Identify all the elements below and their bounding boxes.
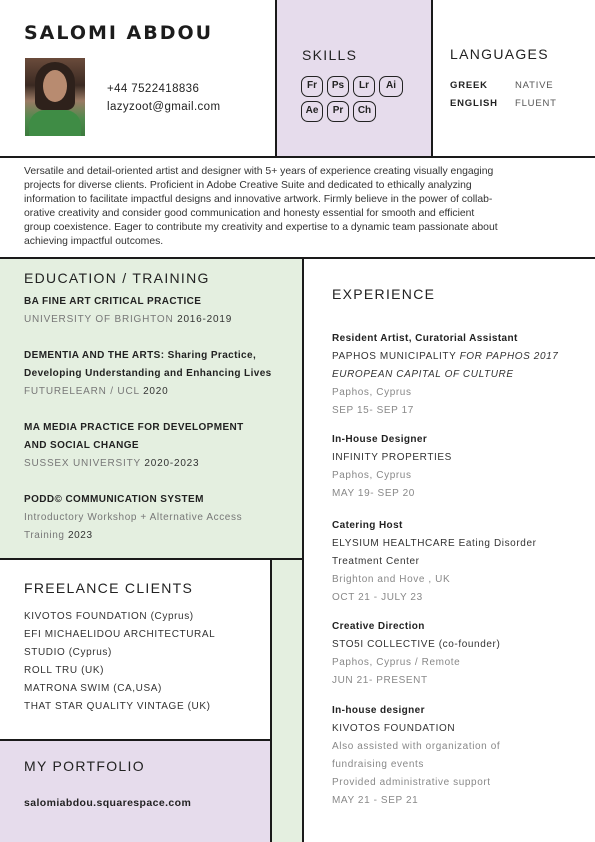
education-degree: PODD© COMMUNICATION SYSTEM: [24, 494, 204, 505]
client-item: MATRONA SWIM (CA,USA): [24, 683, 162, 694]
education-institution: [24, 314, 232, 325]
summary-line: Versatile and detail-oriented artist and designer with 5+ years of experience creating visually engaging: [24, 166, 494, 177]
job-role: Creative Direction: [332, 621, 425, 632]
summary-line: projects for diverse clients. Proficient in Adobe Creative Suite and dedicated to ethically analyzing: [24, 180, 472, 191]
experience-title: EXPERIENCE: [332, 286, 436, 302]
client-item: ROLL TRU (UK): [24, 665, 105, 676]
divider: [302, 257, 304, 842]
institution-name: SUSSEX UNIVERSITY: [24, 458, 141, 469]
skill-chip: Fr: [301, 76, 323, 97]
language-level: FLUENT: [515, 98, 557, 109]
institution-name: FUTURELEARN / UCL: [24, 386, 140, 397]
freelance-title: FREELANCE CLIENTS: [24, 580, 194, 596]
portfolio-link[interactable]: salomiabdou.squarespace.com: [24, 797, 192, 809]
job-organization: STO5I COLLECTIVE (co-founder): [332, 639, 501, 650]
summary-line: orative creativity and consider good communication and honesty essential for smooth and efficient: [24, 208, 475, 219]
education-institution: [24, 530, 93, 541]
skill-chip: Pr: [327, 101, 349, 122]
institution-name: Training: [24, 530, 65, 541]
profile-photo: [25, 58, 85, 136]
job-organization: [332, 351, 558, 362]
job-location: Brighton and Hove , UK: [332, 574, 451, 585]
job-dates: SEP 15- SEP 17: [332, 405, 414, 416]
job-role: In-House Designer: [332, 434, 428, 445]
portfolio-panel-background: [0, 740, 271, 842]
education-institution: [24, 386, 169, 397]
divider: [431, 0, 433, 157]
client-item: STUDIO (Cyprus): [24, 647, 112, 658]
job-location: Paphos, Cyprus / Remote: [332, 657, 461, 668]
client-item: KIVOTOS FOUNDATION (Cyprus): [24, 611, 194, 622]
job-dates: JUN 21- PRESENT: [332, 675, 428, 686]
education-years: 2023: [67, 530, 93, 541]
portfolio-title: MY PORTFOLIO: [24, 758, 145, 774]
language-name: ENGLISH: [450, 98, 498, 109]
education-years: 2016-2019: [177, 314, 233, 325]
job-dates: MAY 21 - SEP 21: [332, 795, 419, 806]
job-note: Also assisted with organization of: [332, 741, 501, 752]
skill-chip: Ch: [353, 101, 376, 122]
skill-chip: Ae: [301, 101, 323, 122]
education-degree: DEMENTIA AND THE ARTS: Sharing Practice,: [24, 350, 257, 361]
job-organization: ELYSIUM HEALTHCARE Eating Disorder: [332, 538, 537, 549]
summary-line: achieving impactful outcomes.: [24, 236, 164, 247]
divider: [0, 558, 302, 560]
skill-chip: Ai: [379, 76, 403, 97]
divider: [0, 156, 595, 158]
job-dates: MAY 19- SEP 20: [332, 488, 415, 499]
job-organization: Treatment Center: [332, 556, 420, 567]
candidate-name: SALOMI ABDOU: [24, 22, 214, 44]
job-organization: KIVOTOS FOUNDATION: [332, 723, 456, 734]
education-institution: Introductory Workshop + Alternative Access: [24, 512, 243, 523]
organization-detail: FOR PAPHOS 2017: [459, 351, 559, 362]
divider: [275, 0, 277, 157]
organization-detail: EUROPEAN CAPITAL OF CULTURE: [332, 369, 514, 380]
divider: [270, 558, 272, 842]
institution-name: UNIVERSITY OF BRIGHTON: [24, 314, 174, 325]
job-role: Resident Artist, Curatorial Assistant: [332, 333, 518, 344]
job-dates: OCT 21 - JULY 23: [332, 592, 423, 603]
summary-line: group coexistence. Eager to contribute my creativity and expertise to a dynamic team passionate about: [24, 222, 498, 233]
job-note: Provided administrative support: [332, 777, 491, 788]
job-role: In-house designer: [332, 705, 425, 716]
email-address[interactable]: lazyzoot@gmail.com: [107, 101, 221, 113]
job-organization: INFINITY PROPERTIES: [332, 452, 452, 463]
skills-title: SKILLS: [302, 47, 358, 63]
language-name: GREEK: [450, 80, 488, 91]
skill-chip: Lr: [353, 76, 375, 97]
divider: [0, 257, 595, 259]
job-location: Paphos, Cyprus: [332, 470, 412, 481]
education-degree: BA FINE ART CRITICAL PRACTICE: [24, 296, 202, 307]
client-item: THAT STAR QUALITY VINTAGE (UK): [24, 701, 211, 712]
phone-number: +44 7522418836: [107, 83, 200, 95]
education-institution: [24, 458, 199, 469]
language-level: NATIVE: [515, 80, 554, 91]
skill-chip: Ps: [327, 76, 349, 97]
education-degree: Developing Understanding and Enhancing Lives: [24, 368, 272, 379]
education-degree: AND SOCIAL CHANGE: [24, 440, 139, 451]
summary-line: information to facilitate impactful designs and innovative artwork. Firmly believe in the power of collab-: [24, 194, 493, 205]
languages-title: LANGUAGES: [450, 46, 549, 62]
education-title: EDUCATION / TRAINING: [24, 270, 210, 286]
client-item: EFI MICHAELIDOU ARCHITECTURAL: [24, 629, 216, 640]
accent-strip: [271, 558, 302, 842]
job-location: Paphos, Cyprus: [332, 387, 412, 398]
education-years: 2020: [143, 386, 169, 397]
divider: [0, 739, 271, 741]
profile-summary: [24, 165, 572, 249]
organization-name: PAPHOS MUNICIPALITY: [332, 351, 457, 362]
education-years: 2020-2023: [144, 458, 200, 469]
job-note: fundraising events: [332, 759, 424, 770]
job-role: Catering Host: [332, 520, 403, 531]
education-degree: MA MEDIA PRACTICE FOR DEVELOPMENT: [24, 422, 244, 433]
